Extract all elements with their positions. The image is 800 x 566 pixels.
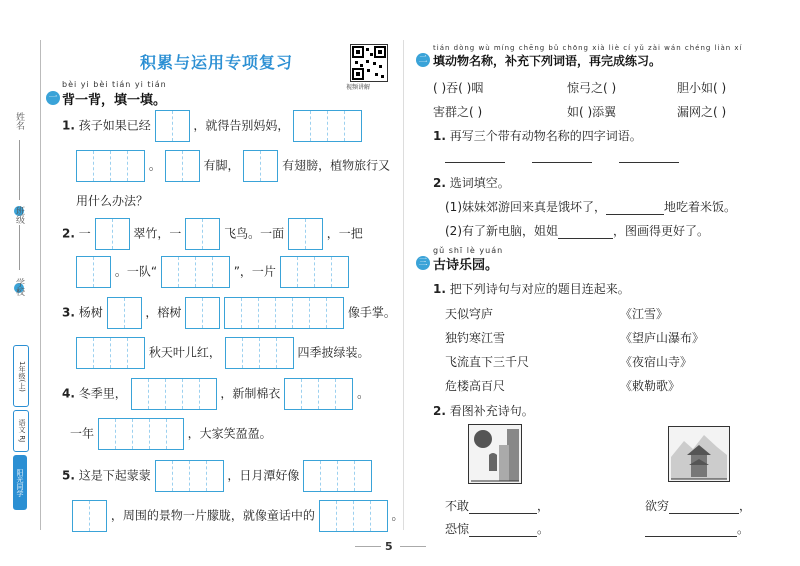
write-grid[interactable] [284, 378, 353, 410]
answer-line[interactable] [532, 162, 592, 163]
page-rule-right [400, 546, 426, 547]
answer-blank[interactable] [469, 524, 537, 537]
s3-q1: 1. 把下列诗句与对应的题目连起来。 [433, 282, 630, 296]
write-grid[interactable] [76, 256, 111, 288]
write-grid[interactable] [107, 297, 142, 329]
poem-title-3[interactable]: 《夜宿山寺》 [620, 355, 693, 369]
sidebar [0, 0, 40, 566]
write-grid[interactable] [95, 218, 130, 250]
answer-blank[interactable] [645, 524, 737, 537]
answer-blank[interactable] [669, 501, 739, 514]
q5-line2: ，周围的景物一片朦胧，就像童话中的 。 [72, 500, 404, 532]
grade-badge: 1年级(上) [13, 345, 29, 407]
q2-line1: 2. 一 翠竹，一 飞鸟。一面 ，一把 [62, 218, 363, 250]
qr-label: 视频讲解 [346, 84, 371, 91]
page-number: 5 [385, 540, 393, 553]
night-scene-illustration [468, 424, 522, 484]
q1-line1: 1. 孩子如果已经 ，就得告别妈妈， [62, 110, 362, 142]
brand-logo: 阳光同学 [13, 455, 27, 510]
idiom-6[interactable]: 漏网之( ) [677, 105, 727, 119]
side-line [19, 140, 20, 200]
left-divider [40, 40, 41, 530]
write-grid[interactable] [72, 500, 107, 532]
idiom-1[interactable]: ( )吞( )咽 [433, 81, 484, 95]
section3-badge: 三 [416, 256, 430, 270]
q4-line1: 4. 冬季里， ，新制棉衣 。 [62, 378, 369, 410]
write-grid[interactable] [131, 378, 217, 410]
s2-q1: 1. 再写三个带有动物名称的四字词语。 [433, 129, 642, 143]
subject-badge: 语文 RJ [13, 410, 29, 452]
poem-fill-2: 恐惊 。 [445, 522, 550, 536]
write-grid[interactable] [224, 297, 344, 329]
s2-q2-2: (2)有了新电脑，姐姐 ，图画得更好了。 [445, 224, 710, 238]
name-label: 姓名 [14, 112, 24, 130]
tower-illustration [668, 426, 730, 482]
write-grid[interactable] [155, 110, 190, 142]
section1-badge: 一 [46, 91, 60, 105]
s2-q2: 2. 选词填空。 [433, 176, 510, 190]
q5-line1: 5. 这是下起蒙蒙 ，日月潭好像 [62, 460, 372, 492]
s3-q2: 2. 看图补充诗句。 [433, 404, 534, 418]
poem-fill-3: 欲穷 ， [645, 499, 752, 513]
write-grid[interactable] [76, 150, 145, 182]
section2-badge: 二 [416, 53, 430, 67]
idiom-2[interactable]: 惊弓之( ) [567, 81, 617, 95]
q2-line2: 。一队“ ”，一片 [76, 256, 349, 288]
poem-fill-1: 不敢 ， [445, 499, 550, 513]
side-line [19, 225, 20, 270]
page-rule-left [355, 546, 381, 547]
poem-title-2[interactable]: 《望庐山瀑布》 [620, 331, 705, 345]
idiom-5[interactable]: 如( )添翼 [567, 105, 617, 119]
section3-title: 古诗乐园。 [433, 258, 499, 273]
class-label: 班级 [14, 206, 24, 224]
write-grid[interactable] [243, 150, 278, 182]
qr-code[interactable] [350, 44, 388, 82]
q4-line2: 一年 ，大家笑盈盈。 [70, 418, 272, 450]
answer-blank[interactable] [606, 202, 664, 215]
write-grid[interactable] [293, 110, 362, 142]
poem-line-1[interactable]: 天似穹庐 [445, 307, 494, 321]
page-title: 积累与运用专项复习 [140, 53, 294, 72]
write-grid[interactable] [288, 218, 323, 250]
write-grid[interactable] [185, 218, 220, 250]
write-grid[interactable] [98, 418, 184, 450]
poem-line-2[interactable]: 独钓寒江雪 [445, 331, 506, 345]
write-grid[interactable] [319, 500, 388, 532]
poem-line-4[interactable]: 危楼高百尺 [445, 379, 506, 393]
write-grid[interactable] [185, 297, 220, 329]
s2-q2-1: (1)妹妹郊游回来真是饿坏了， 地吃着米饭。 [445, 200, 737, 214]
idiom-3[interactable]: 胆小如( ) [677, 81, 727, 95]
write-grid[interactable] [155, 460, 224, 492]
section2-pinyin: tián dòng wù míng chēng bǔ chōng xià liè cí yǔ zài wán chéng liàn xí [433, 44, 743, 52]
center-divider [403, 40, 404, 530]
poem-title-4[interactable]: 《敕勒歌》 [620, 379, 681, 393]
answer-blank[interactable] [558, 226, 613, 239]
answer-line[interactable] [445, 162, 505, 163]
write-grid[interactable] [165, 150, 200, 182]
write-grid[interactable] [225, 337, 294, 369]
answer-blank[interactable] [469, 501, 537, 514]
idiom-4[interactable]: 害群之( ) [433, 105, 483, 119]
answer-line[interactable] [619, 162, 679, 163]
poem-fill-4: 。 [645, 520, 749, 537]
q1-line3: 用什么办法？ [76, 194, 149, 208]
write-grid[interactable] [76, 337, 145, 369]
q1-line2: 。 有脚， 有翅膀，植物旅行又 [76, 150, 390, 182]
poem-line-3[interactable]: 飞流直下三千尺 [445, 355, 530, 369]
write-grid[interactable] [280, 256, 349, 288]
section1-title: 背一背，填一填。 [62, 93, 167, 108]
section1-pinyin: bèi yi bèi tián yi tián [62, 80, 167, 89]
q3-line1: 3. 杨树 ，榕树 像手掌。 [62, 297, 396, 329]
section2-title: 填动物名称，补充下列词语，再完成练习。 [433, 54, 662, 68]
section3-pinyin: gǔ shī lè yuán [433, 246, 504, 255]
write-grid[interactable] [303, 460, 372, 492]
q3-line2: 秋天叶儿红， 四季披绿装。 [76, 337, 370, 369]
poem-title-1[interactable]: 《江雪》 [620, 307, 669, 321]
school-label: 学校 [14, 278, 24, 296]
write-grid[interactable] [161, 256, 230, 288]
